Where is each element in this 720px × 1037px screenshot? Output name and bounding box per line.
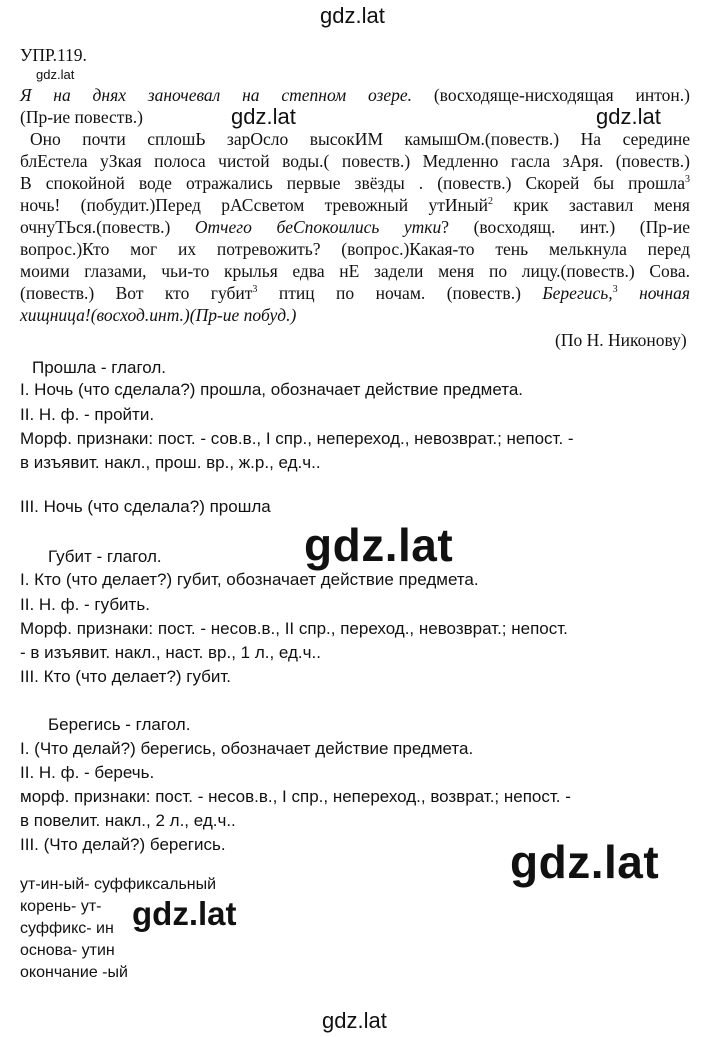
exercise-title: УПР.119. [20, 45, 87, 65]
text-line-3: Оно почти сплошЬ зарОсло высокИМ камышОм.(повеств.) На середине [30, 129, 691, 149]
text-line-7: очнуТЬся.(повеств.) Отчего беСпокоились утки? (восходящ. инт.) (Пр-ие [20, 217, 690, 237]
proshla-line-2: II. Н. ф. - пройти. [20, 405, 155, 424]
beregis-line-1: I. (Что делай?) берегись, обозначает действие предмета. [20, 739, 474, 758]
proshla-line-3: Морф. признаки: пост. - сов.в., I спр., непереход., невозврат.; непост. - [20, 429, 574, 448]
watermark-inline-right: gdz.lat [596, 104, 661, 129]
beregis-line-4: в повелит. накл., 2 л., ед.ч.. [20, 811, 236, 830]
watermark-left-medium: gdz.lat [132, 895, 237, 932]
gubit-heading: Губит - глагол. [48, 547, 162, 566]
proshla-line-4: в изъявит. накл., прош. вр., ж.р., ед.ч.. [20, 453, 321, 472]
gubit-line-4: - в изъявит. накл., наст. вр., 1 л., ед.ч.. [20, 643, 321, 662]
morpheme-line-3: суффикс- ин [20, 920, 114, 937]
morpheme-line-4: основа- утин [20, 942, 115, 959]
gubit-line-3: Морф. признаки: пост. - несов.в., II спр., переход., невозврат.; непост. [20, 619, 568, 638]
gubit-line-5: III. Кто (что делает?) губит. [20, 667, 232, 686]
watermark-bottom: gdz.lat [322, 1008, 387, 1033]
text-line-5: В спокойной воде отражались первые звёзды . (повеств.) Скорей бы прошла$^3$ [20, 173, 690, 193]
text-line-1: Я на днях заночевал на степном озере. (восходяще-нисходящая интон.) [20, 85, 691, 105]
exercise-text [20, 84, 690, 326]
proshla-line-1: I. Ночь (что сделала?) прошла, обозначает действие предмета. [20, 380, 524, 399]
text-line-9: моими глазами, чьи-то крылья едва нЕ задели меня по лицу.(повеств.) Сова. [20, 261, 690, 281]
beregis-line-2: II. Н. ф. - беречь. [20, 763, 155, 782]
gubit-line-1: I. Кто (что делает?) губит, обозначает действие предмета. [20, 570, 479, 589]
morpheme-line-1: ут-ин-ый- суффиксальный [20, 876, 217, 893]
watermark-right-large: gdz.lat [510, 836, 660, 888]
morpheme-line-2: корень- ут- [20, 898, 102, 915]
text-line-8: вопрос.)Кто мог их потревожить? (вопрос.)Какая-то тень мелькнула перед [20, 239, 690, 259]
proshla-line-5: III. Ночь (что сделала?) прошла [20, 497, 271, 516]
text-line-11: хищница!(восход.инт.)(Пр-ие побуд.) [20, 305, 297, 325]
beregis-line-3: морф. признаки: пост. - несов.в., I спр., непереход., возврат.; непост. - [20, 787, 571, 806]
beregis-line-5: III. (Что делай?) берегись. [20, 835, 226, 854]
morpheme-line-5: окончание -ый [20, 964, 128, 981]
beregis-heading: Берегись - глагол. [48, 715, 191, 734]
gubit-line-2: II. Н. ф. - губить. [20, 595, 150, 614]
text-line-6: ночь! (побудит.)Перед рАСсветом тревожный утИный$^2$ крик заставил меня [20, 195, 690, 215]
text-line-10: (повеств.) Вот кто губит$^3$ птиц по ночам. (повеств.) Берегись,$^3$ ночная [20, 283, 690, 303]
text-line-2: (Пр-ие повеств.) [20, 107, 143, 127]
source-citation: (По Н. Никонову) [555, 330, 687, 350]
watermark-small: gdz.lat [36, 67, 75, 82]
text-line-4: блЕстела уЗкая полоса чистой воды.( повеств.) Медленно гасла зАря. (повеств.) [20, 151, 690, 171]
proshla-heading: Прошла - глагол. [32, 358, 166, 377]
watermark-inline-left: gdz.lat [231, 104, 296, 129]
watermark-top: gdz.lat [320, 3, 385, 28]
watermark-middle-large: gdz.lat [300, 520, 457, 570]
